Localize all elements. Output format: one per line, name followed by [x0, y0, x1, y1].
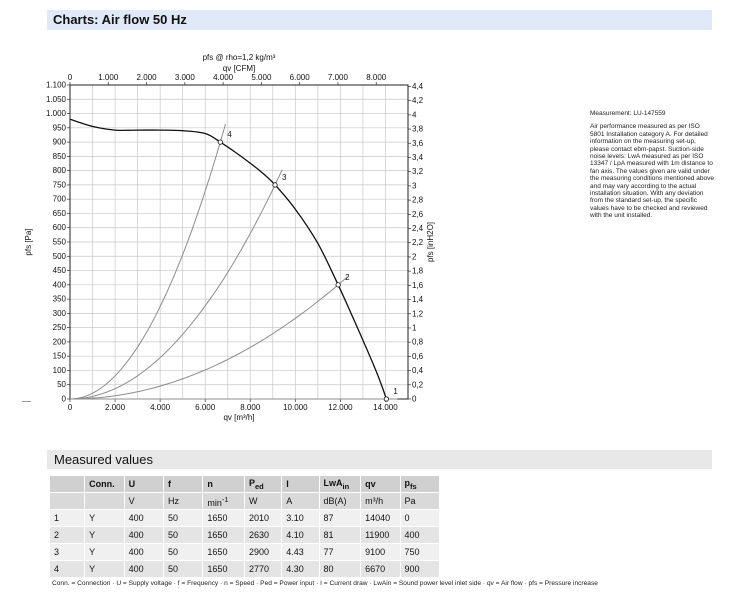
- table-row: 2 Y 400 50 1650 2630 4.10 81 11900 400: [50, 527, 440, 544]
- col-index: [50, 476, 85, 493]
- x2-tick-label: 7.000: [327, 73, 348, 82]
- x2-tick-label: 3.000: [174, 73, 195, 82]
- col-f: f: [164, 476, 203, 493]
- y-tick-label: 400: [52, 280, 66, 290]
- x2-tick-label: 1.000: [98, 73, 119, 82]
- y-tick-label: 50: [57, 380, 66, 390]
- col-ped: $P_{ed}$: [245, 476, 282, 493]
- y-tick-label: 700: [52, 194, 66, 204]
- table-header-row: [50, 476, 440, 493]
- table-units-row: V Hz $\min^{-1}$ W A dB(A) m³/h Pa: [50, 493, 440, 510]
- y2-tick-label: 1,2: [412, 309, 424, 319]
- measurement-id: Measurement: LU-147559: [590, 110, 666, 117]
- y-tick-label: 750: [52, 180, 66, 190]
- y-axis-label: pfs [Pa]: [24, 228, 33, 256]
- y-tick-label: 300: [52, 308, 66, 318]
- y2-tick-label: 4,2: [412, 96, 424, 106]
- x-tick-label: 8.000: [240, 403, 261, 412]
- y2-tick-label: 1,4: [412, 295, 424, 305]
- operating-point-3: [273, 183, 277, 187]
- operating-point-2: [336, 283, 340, 287]
- system-curve-2: [70, 277, 348, 399]
- col-conn: Conn.: [85, 476, 124, 493]
- col-qv: qv: [361, 476, 400, 493]
- col-pfs: $p_{fs}$: [401, 476, 441, 493]
- y-tick-label: 200: [52, 337, 66, 347]
- page-tick-mark: [22, 401, 31, 402]
- operating-point-1: [384, 397, 388, 401]
- y-tick-label: 950: [52, 123, 66, 133]
- y2-tick-label: 1: [412, 323, 417, 333]
- y-tick-label: 800: [52, 166, 66, 176]
- x2-tick-label: 8.000: [366, 73, 387, 82]
- y-tick-label: 600: [52, 223, 66, 233]
- x2-tick-label: 6.000: [289, 73, 310, 82]
- x2-tick-label: 5.000: [251, 73, 272, 82]
- y-tick-label: 500: [52, 251, 66, 261]
- y2-tick-label: 1,8: [412, 266, 424, 276]
- fan-curve: [70, 119, 386, 399]
- y2-tick-label: 2,8: [412, 195, 424, 205]
- y-tick-label: 450: [52, 266, 66, 276]
- y2-tick-label: 1,6: [412, 280, 424, 290]
- y-tick-label: 150: [52, 351, 66, 361]
- y-tick-label: 100: [52, 365, 66, 375]
- y2-tick-label: 2,4: [412, 224, 424, 234]
- x-tick-label: 14.000: [373, 403, 398, 412]
- x-tick-label: 2.000: [105, 403, 126, 412]
- x-axis-label: qv [m³/h]: [223, 413, 255, 422]
- table-row: 4 Y 400 50 1650 2770 4.30 80 6670 900: [50, 561, 440, 578]
- y2-tick-label: 2,6: [412, 209, 424, 219]
- y-tick-label: 850: [52, 151, 66, 161]
- x2-tick-label: 0: [67, 73, 73, 82]
- x2-tick-label: 2.000: [136, 73, 157, 82]
- operating-point-label: 2: [345, 272, 350, 282]
- y2-tick-label: 3,6: [412, 138, 424, 148]
- y-tick-label: 350: [52, 294, 66, 304]
- system-curve-4: [70, 124, 226, 399]
- x-tick-label: 0: [67, 403, 73, 412]
- col-n: n: [203, 476, 245, 493]
- y2-tick-label: 3: [412, 181, 417, 191]
- y2-tick-label: 3,2: [412, 167, 424, 177]
- y2-tick-label: 0,6: [412, 351, 424, 361]
- operating-point-4: [218, 140, 222, 144]
- y-tick-label: 250: [52, 323, 66, 333]
- measured-values-title: Measured values: [47, 450, 712, 469]
- y2-tick-label: 2: [412, 252, 417, 262]
- operating-point-label: 4: [227, 130, 232, 140]
- measurement-note: [590, 110, 715, 226]
- measurement-text: Air performance measured as per ISO 5801 Installation category A. For detailed information on the measuring set-up, please contact ebm-papst. Suction-side noise levels: LwA measured as per ISO 13347 / LpA measured with 1m distance to fan axis. The values given are valid under the measuring conditions mentioned above and may vary according to the actual installation situation. With any deviation from the standard set-up, the specific values have to be checked and reviewed with the unit installed.: [590, 123, 714, 220]
- y-tick-label: 1.100: [45, 80, 66, 90]
- y2-tick-label: 2,2: [412, 238, 424, 248]
- x-tick-label: 6.000: [195, 403, 216, 412]
- y2-tick-label: 3,8: [412, 124, 424, 134]
- y2-tick-label: 4,4: [412, 81, 424, 91]
- measured-values-table: [50, 476, 440, 578]
- x-tick-label: 12.000: [328, 403, 353, 412]
- y-tick-label: 1.050: [45, 94, 66, 104]
- y2-axis-label: pfs [inH2O]: [426, 221, 435, 263]
- y2-tick-label: 0: [412, 394, 417, 404]
- y2-tick-label: 0,4: [412, 366, 424, 376]
- y-tick-label: 650: [52, 208, 66, 218]
- y2-tick-label: 0,2: [412, 380, 424, 390]
- x-tick-label: 4.000: [150, 403, 171, 412]
- y-tick-label: 550: [52, 237, 66, 247]
- table-row: 1 Y 400 50 1650 2010 3.10 87 14040 0: [50, 510, 440, 527]
- col-u: U: [125, 476, 164, 493]
- table-row: 3 Y 400 50 1650 2900 4.43 77 9100 750: [50, 544, 440, 561]
- y2-tick-label: 0,8: [412, 337, 424, 347]
- col-lwa: LwA$_{in}$: [320, 476, 362, 493]
- y-tick-label: 0: [61, 394, 66, 404]
- table-legend: Conn. = Connection · U = Supply voltage · f = Frequency · n = Speed · Ped = Power input · I = Current draw · LwAin = Sound power level inlet side · qv = Air flow · pfs = Pressure increase: [52, 580, 598, 587]
- operating-point-label: 3: [282, 172, 287, 182]
- chart-title: pfs @ rho=1,2 kg/m³: [202, 53, 276, 62]
- operating-point-label: 1: [393, 387, 398, 396]
- col-i: I: [282, 476, 319, 493]
- x2-tick-label: 4.000: [213, 73, 234, 82]
- y-tick-label: 1.000: [45, 109, 66, 119]
- x2-axis-label: qv [CFM]: [222, 64, 256, 73]
- y2-tick-label: 4: [412, 110, 417, 120]
- y2-tick-label: 3,4: [412, 152, 424, 162]
- charts-header: Charts: Air flow 50 Hz: [47, 10, 712, 30]
- y-tick-label: 900: [52, 137, 66, 147]
- x-tick-label: 10.000: [283, 403, 308, 412]
